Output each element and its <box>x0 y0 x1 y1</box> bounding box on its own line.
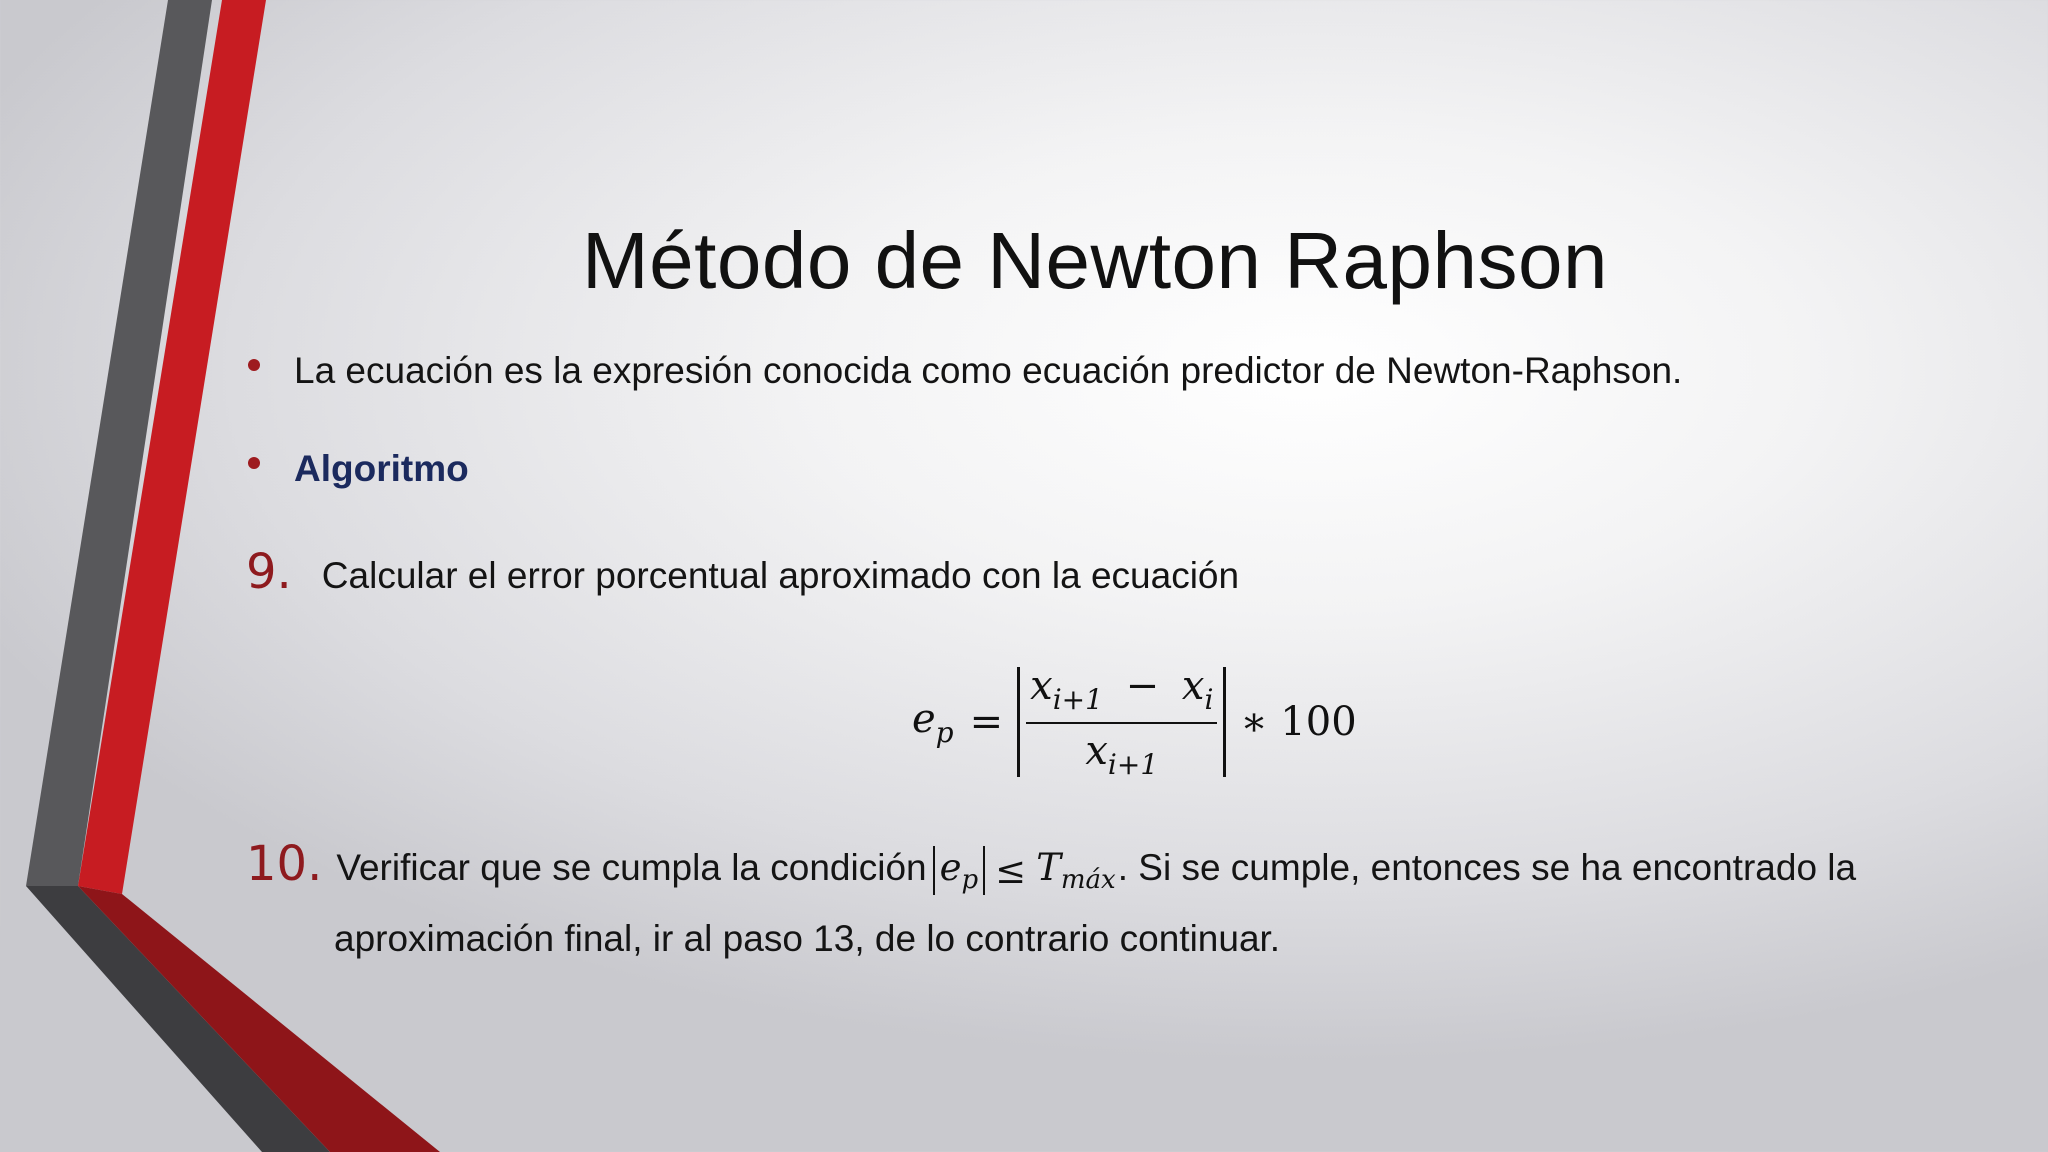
step-9 <box>246 544 1239 600</box>
formula-denominator: $x_{i+1}$ <box>1085 728 1159 781</box>
bullet-item-ecuacion <box>248 350 1682 392</box>
slide-title: Método de Newton Raphson <box>582 216 1608 305</box>
formula-lhs: $e_p$ <box>912 695 954 749</box>
step-number: 9. <box>246 544 292 600</box>
formula-equals: = <box>969 699 1004 745</box>
step-text-continued: . Si se cumple, entonces se ha encontrado la <box>1117 847 1857 888</box>
formula-multiplier: ∗ 100 <box>1240 699 1357 745</box>
bullet-dot <box>248 359 260 371</box>
step-text: Calcular el error porcentual aproximado con la ecuación <box>321 555 1240 596</box>
gray-stripe-lower <box>26 886 330 1152</box>
bullet-heading: Algoritmo <box>294 448 469 489</box>
step-10-line-2: aproximación final, ir al paso 13, de lo contrario continuar. <box>334 918 1281 959</box>
step-10 <box>246 836 1856 895</box>
bullet-dot <box>248 457 260 469</box>
bullet-item-algoritmo <box>248 448 469 490</box>
formula-absolute-value <box>1017 663 1226 781</box>
condition-abs: $e_p$ <box>933 846 986 895</box>
formula-fraction <box>1026 663 1217 781</box>
formula-numerator: $x_{i+1} - x_i$ <box>1026 663 1217 724</box>
error-formula <box>912 662 1357 782</box>
step-text: Verificar que se cumpla la condición <box>336 847 927 888</box>
condition-inequality: $e_p$ ≤ $T_{máx}$ <box>933 846 1116 895</box>
bullet-text: La ecuación es la expresión conocida como ecuación predictor de Newton-Raphson. <box>294 350 1683 391</box>
step-number: 10. <box>246 836 323 892</box>
